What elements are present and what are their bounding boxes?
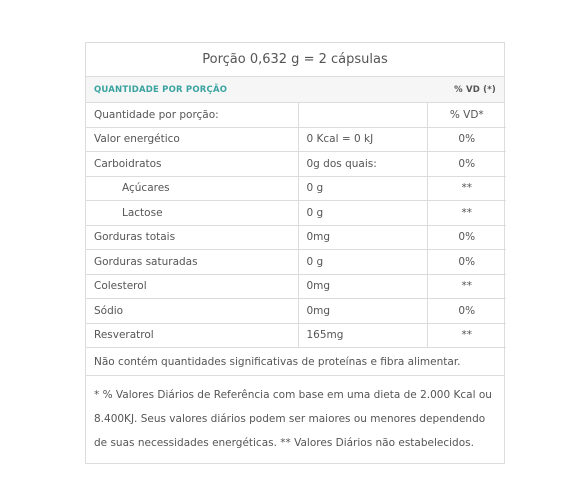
nutrient-vd: 0%: [427, 225, 506, 250]
nutrient-vd: **: [427, 176, 506, 201]
nutrient-amount: 0mg: [298, 225, 427, 250]
nutrient-vd: **: [427, 201, 506, 226]
nutrient-name: Sódio: [86, 299, 298, 324]
nutrient-amount: 0 g: [298, 250, 427, 275]
footnote: * % Valores Diários de Referência com base em uma dieta de 2.000 Kcal ou 8.400KJ. Seus valores diários podem ser maiores ou menores dependendo de suas necessidades energéticas. ** Valores Diários não estabelecidos.: [94, 389, 492, 449]
nutrient-amount: 0mg: [298, 299, 427, 324]
nutrition-facts-panel: [85, 42, 505, 464]
nutrient-amount: 0 Kcal = 0 kJ: [298, 127, 427, 152]
nutrient-name: Lactose: [86, 201, 298, 226]
nutrient-name: Gorduras totais: [86, 225, 298, 250]
nutrient-amount: 165mg: [298, 323, 427, 348]
table-header: [86, 77, 504, 103]
header-daily-value: % VD (*): [454, 84, 496, 95]
nutrient-vd: 0%: [427, 299, 506, 324]
nutrient-amount: 0 g: [298, 201, 427, 226]
nutrient-vd: % VD*: [427, 103, 506, 127]
nutrition-table: [86, 103, 506, 348]
nutrient-amount: 0 g: [298, 176, 427, 201]
nutrient-amount: 0mg: [298, 274, 427, 299]
nutrient-vd: 0%: [427, 152, 506, 177]
nutrient-name: Gorduras saturadas: [86, 250, 298, 275]
nutrient-name: Quantidade por porção:: [86, 103, 298, 127]
nutrient-name: Açúcares: [86, 176, 298, 201]
table-row: [86, 127, 506, 152]
table-row: [86, 225, 506, 250]
nutrient-vd: 0%: [427, 250, 506, 275]
header-amount-per-portion: QUANTIDADE POR PORÇÃO: [94, 84, 228, 95]
table-row: [86, 250, 506, 275]
nutrient-amount: 0g dos quais:: [298, 152, 427, 177]
table-row: [86, 323, 506, 348]
nutrient-vd: **: [427, 323, 506, 348]
nutrient-amount: [298, 103, 427, 127]
nutrient-name: Colesterol: [86, 274, 298, 299]
table-row: [86, 152, 506, 177]
nutrient-name: Carboidratos: [86, 152, 298, 177]
table-row: [86, 176, 506, 201]
nutrient-name: Resveratrol: [86, 323, 298, 348]
no-significant-note: Não contém quantidades significativas de proteínas e fibra alimentar.: [86, 348, 504, 376]
table-row: [86, 299, 506, 324]
portion-size: Porção 0,632 g = 2 cápsulas: [86, 43, 504, 77]
table-row: [86, 274, 506, 299]
nutrient-vd: **: [427, 274, 506, 299]
table-row: [86, 201, 506, 226]
nutrient-vd: 0%: [427, 127, 506, 152]
nutrient-name: Valor energético: [86, 127, 298, 152]
table-row: [86, 103, 506, 127]
